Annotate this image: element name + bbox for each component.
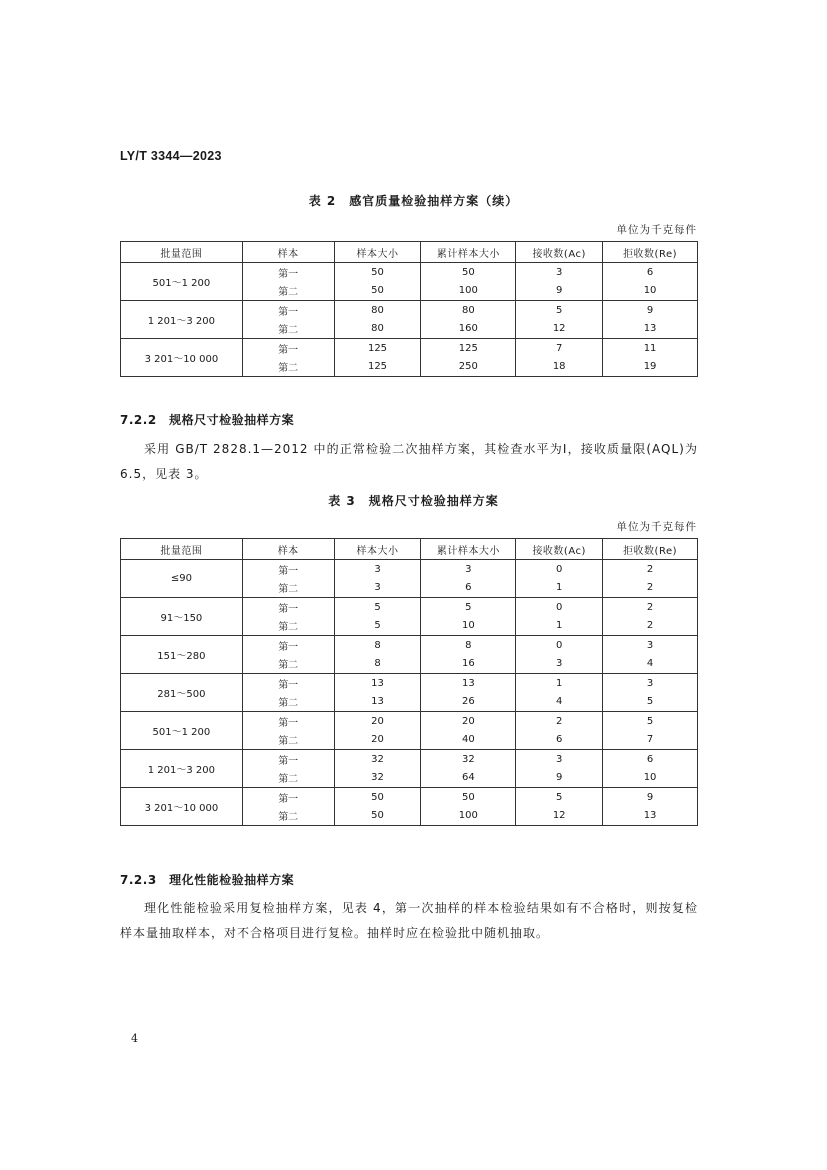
table-cell: 9: [603, 301, 698, 320]
table-cell: 12: [516, 320, 603, 339]
table-cell: 8: [334, 655, 421, 674]
table-cell: 5: [516, 788, 603, 807]
table-cell: 80: [334, 301, 421, 320]
table-cell: 160: [421, 320, 516, 339]
table-cell: 2: [603, 579, 698, 598]
table-cell: 3: [516, 750, 603, 769]
table-cell: 5: [334, 617, 421, 636]
table-cell: 4: [516, 693, 603, 712]
batch-range-cell: 501～1 200: [121, 712, 243, 750]
table-cell: 5: [603, 693, 698, 712]
table-cell: 5: [516, 301, 603, 320]
table-cell: 8: [421, 636, 516, 655]
table-cell: 13: [421, 674, 516, 693]
batch-range-cell: 3 201～10 000: [121, 788, 243, 826]
table-cell: 2: [516, 712, 603, 731]
table-cell: 10: [421, 617, 516, 636]
table-cell: 第二: [242, 579, 334, 598]
table-cell: 7: [516, 339, 603, 358]
table-cell: 125: [421, 339, 516, 358]
table-cell: 第一: [242, 788, 334, 807]
column-header: 拒收数(Re): [603, 242, 698, 263]
table-row: [121, 560, 698, 579]
table-cell: 6: [516, 731, 603, 750]
table-cell: 第一: [242, 598, 334, 617]
column-header: 批量范围: [121, 242, 243, 263]
table-cell: 第一: [242, 674, 334, 693]
table-cell: 40: [421, 731, 516, 750]
table-cell: 125: [334, 358, 421, 377]
column-header: 累计样本大小: [421, 539, 516, 560]
table-cell: 80: [334, 320, 421, 339]
table-cell: 20: [334, 731, 421, 750]
table-cell: 32: [421, 750, 516, 769]
table-cell: 100: [421, 807, 516, 826]
table-cell: 6: [603, 263, 698, 282]
table-cell: 第二: [242, 320, 334, 339]
table-2-caption: 表 2 感官质量检验抽样方案（续）: [308, 194, 519, 208]
table-cell: 第二: [242, 617, 334, 636]
table-cell: 18: [516, 358, 603, 377]
table-2-unit: 单位为千克每件: [616, 224, 697, 236]
table-cell: 第一: [242, 560, 334, 579]
table-cell: 13: [603, 320, 698, 339]
column-header: 批量范围: [121, 539, 243, 560]
table-cell: 2: [603, 560, 698, 579]
table-cell: 64: [421, 769, 516, 788]
table-cell: 6: [421, 579, 516, 598]
table-cell: 4: [603, 655, 698, 674]
table-cell: 13: [334, 674, 421, 693]
table-row: [121, 750, 698, 769]
table-row: [121, 301, 698, 320]
table-cell: 1: [516, 617, 603, 636]
table-cell: 第二: [242, 769, 334, 788]
table-cell: 第一: [242, 263, 334, 282]
column-header: 接收数(Ac): [516, 242, 603, 263]
table-cell: 3: [334, 579, 421, 598]
table-row: [121, 788, 698, 807]
table-cell: 5: [334, 598, 421, 617]
table-cell: 第一: [242, 712, 334, 731]
column-header: 样本: [242, 539, 334, 560]
table-cell: 80: [421, 301, 516, 320]
table-header-row: [121, 539, 698, 560]
table-row: [121, 598, 698, 617]
column-header: 接收数(Ac): [516, 539, 603, 560]
table-cell: 100: [421, 282, 516, 301]
table-cell: 第二: [242, 807, 334, 826]
column-header: 累计样本大小: [421, 242, 516, 263]
table-cell: 0: [516, 598, 603, 617]
table-header-row: [121, 242, 698, 263]
table-cell: 50: [334, 282, 421, 301]
table-cell: 8: [334, 636, 421, 655]
table-cell: 19: [603, 358, 698, 377]
table-cell: 11: [603, 339, 698, 358]
table-row: [121, 263, 698, 282]
table-cell: 50: [334, 788, 421, 807]
table-cell: 3: [516, 655, 603, 674]
table-cell: 第一: [242, 339, 334, 358]
column-header: 拒收数(Re): [603, 539, 698, 560]
table-3-unit: 单位为千克每件: [616, 521, 697, 533]
table-cell: 3: [603, 636, 698, 655]
table-cell: 50: [334, 263, 421, 282]
table-cell: 3: [516, 263, 603, 282]
batch-range-cell: 281～500: [121, 674, 243, 712]
table-cell: 7: [603, 731, 698, 750]
section-7-2-3-paragraph: 理化性能检验采用复检抽样方案，见表 4，第一次抽样的样本检验结果如有不合格时，则按复检样本量抽取样本，对不合格项目进行复检。抽样时应在检验批中随机抽取。: [120, 901, 698, 940]
table-cell: 第一: [242, 636, 334, 655]
table-cell: 10: [603, 282, 698, 301]
column-header: 样本大小: [334, 242, 421, 263]
section-7-2-3-title: 7.2.3 理化性能检验抽样方案: [120, 873, 295, 887]
table-cell: 第二: [242, 358, 334, 377]
table-cell: 第一: [242, 750, 334, 769]
table-cell: 3: [421, 560, 516, 579]
table-cell: 12: [516, 807, 603, 826]
table-cell: 16: [421, 655, 516, 674]
table-cell: 125: [334, 339, 421, 358]
table-3: [120, 538, 698, 826]
table-cell: 250: [421, 358, 516, 377]
batch-range-cell: 1 201～3 200: [121, 301, 243, 339]
table-cell: 50: [421, 263, 516, 282]
table-cell: 10: [603, 769, 698, 788]
table-row: [121, 339, 698, 358]
table-row: [121, 636, 698, 655]
table-cell: 0: [516, 636, 603, 655]
batch-range-cell: 151～280: [121, 636, 243, 674]
table-cell: 0: [516, 560, 603, 579]
batch-range-cell: ≤90: [121, 560, 243, 598]
table-cell: 2: [603, 598, 698, 617]
batch-range-cell: 3 201～10 000: [121, 339, 243, 377]
table-row: [121, 674, 698, 693]
batch-range-cell: 501～1 200: [121, 263, 243, 301]
table-cell: 2: [603, 617, 698, 636]
table-row: [121, 712, 698, 731]
table-cell: 1: [516, 674, 603, 693]
table-cell: 32: [334, 750, 421, 769]
document-code: LY/T 3344—2023: [120, 149, 222, 163]
column-header: 样本大小: [334, 539, 421, 560]
column-header: 样本: [242, 242, 334, 263]
page-number: 4: [131, 1032, 138, 1045]
table-cell: 50: [421, 788, 516, 807]
batch-range-cell: 1 201～3 200: [121, 750, 243, 788]
table-cell: 5: [603, 712, 698, 731]
table-cell: 第二: [242, 655, 334, 674]
section-7-2-2-paragraph: 采用 GB/T 2828.1—2012 中的正常检验二次抽样方案，其检查水平为Ⅰ，接收质量限(AQL)为6.5，见表 3。: [120, 442, 698, 481]
table-cell: 第二: [242, 731, 334, 750]
table-cell: 第二: [242, 282, 334, 301]
table-cell: 32: [334, 769, 421, 788]
table-2: [120, 241, 698, 377]
table-cell: 9: [603, 788, 698, 807]
table-cell: 3: [603, 674, 698, 693]
table-cell: 5: [421, 598, 516, 617]
table-cell: 50: [334, 807, 421, 826]
table-cell: 第二: [242, 693, 334, 712]
table-cell: 13: [334, 693, 421, 712]
table-cell: 1: [516, 579, 603, 598]
table-cell: 6: [603, 750, 698, 769]
table-cell: 13: [603, 807, 698, 826]
table-cell: 20: [334, 712, 421, 731]
table-cell: 20: [421, 712, 516, 731]
section-7-2-2-title: 7.2.2 规格尺寸检验抽样方案: [120, 413, 295, 427]
batch-range-cell: 91～150: [121, 598, 243, 636]
table-cell: 9: [516, 769, 603, 788]
table-cell: 26: [421, 693, 516, 712]
table-cell: 9: [516, 282, 603, 301]
table-cell: 3: [334, 560, 421, 579]
table-3-caption: 表 3 规格尺寸检验抽样方案: [328, 494, 499, 508]
table-cell: 第一: [242, 301, 334, 320]
